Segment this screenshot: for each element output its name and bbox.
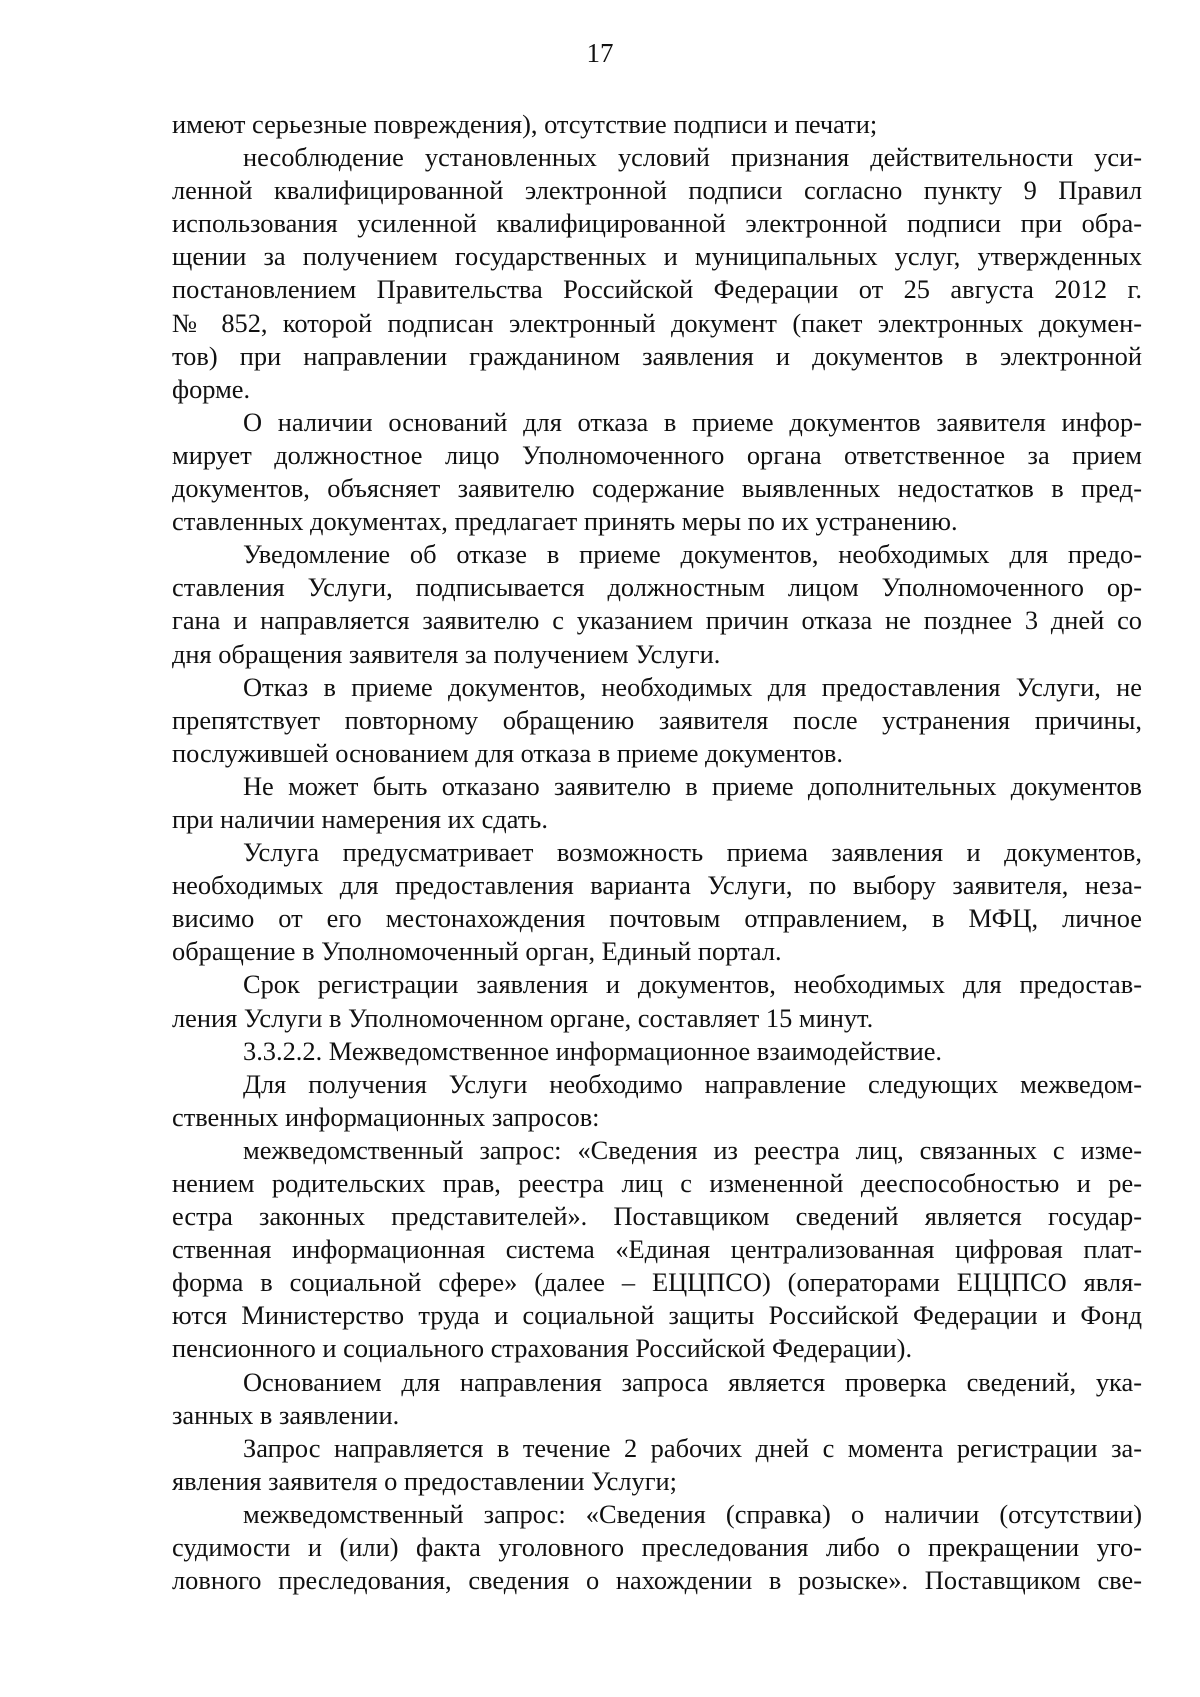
text-line: дня обращения заявителя за получением Услуги. bbox=[172, 638, 721, 669]
text-line: явления заявителя о предоставлении Услуги; bbox=[172, 1465, 678, 1496]
text-line: висимо от его местонахождения почтовым отправлением, в МФЦ, личное bbox=[172, 903, 1142, 934]
text-line: гана и направляется заявителю с указанием причин отказа не позднее 3 дней со bbox=[172, 605, 1142, 636]
text-line: ставления Услуги, подписывается должностным лицом Уполномоченного ор- bbox=[172, 572, 1142, 603]
text-line: судимости и (или) факта уголовного преследования либо о прекращении уго- bbox=[172, 1532, 1142, 1563]
text-line: ления Услуги в Уполномоченном органе, составляет 15 минут. bbox=[172, 1002, 874, 1033]
text-line: использования усиленной квалифицированной электронной подписи при обра- bbox=[172, 208, 1142, 239]
text-line: Для получения Услуги необходимо направление следующих межведом- bbox=[243, 1068, 1142, 1099]
text-line: 3.3.2.2. Межведомственное информационное взаимодействие. bbox=[243, 1035, 943, 1066]
text-line: тов) при направлении гражданином заявления и документов в электронной bbox=[172, 340, 1142, 371]
text-line: Не может быть отказано заявителю в приеме дополнительных документов bbox=[243, 770, 1142, 801]
page-number: 17 bbox=[586, 38, 614, 68]
text-line: форма в социальной сфере» (далее – ЕЦЦПСО) (операторами ЕЦЦПСО явля- bbox=[172, 1267, 1142, 1298]
text-line: Услуга предусматривает возможность приема заявления и документов, bbox=[243, 837, 1142, 868]
text-line: О наличии оснований для отказа в приеме документов заявителя инфор- bbox=[243, 406, 1142, 437]
text-line: № 852, которой подписан электронный документ (пакет электронных докумен- bbox=[172, 307, 1142, 338]
text-line: форме. bbox=[172, 373, 251, 404]
text-line: Уведомление об отказе в приеме документов, необходимых для предо- bbox=[243, 539, 1142, 570]
text-line: послужившей основанием для отказа в приеме документов. bbox=[172, 737, 843, 768]
text-line: межведомственный запрос: «Сведения (справка) о наличии (отсутствии) bbox=[243, 1498, 1142, 1529]
text-line: межведомственный запрос: «Сведения из реестра лиц, связанных с изме- bbox=[243, 1134, 1142, 1165]
text-line: имеют серьезные повреждения), отсутствие подписи и печати; bbox=[172, 109, 878, 139]
text-line: щении за получением государственных и муниципальных услуг, утвержденных bbox=[172, 241, 1142, 272]
text-line: Основанием для направления запроса является проверка сведений, ука- bbox=[243, 1366, 1142, 1397]
text-line: препятствует повторному обращению заявителя после устранения причины, bbox=[172, 704, 1142, 735]
text-line: занных в заявлении. bbox=[172, 1399, 400, 1430]
text-line: пенсионного и социального страхования Российской Федерации). bbox=[172, 1333, 913, 1364]
text-line: естра законных представителей». Поставщиком сведений является государ- bbox=[172, 1201, 1142, 1232]
text-line: мирует должностное лицо Уполномоченного органа ответственное за прием bbox=[172, 439, 1142, 470]
text-line: обращение в Уполномоченный орган, Единый портал. bbox=[172, 936, 782, 967]
text-line: ленной квалифицированной электронной подписи согласно пункту 9 Правил bbox=[172, 175, 1142, 206]
body-text bbox=[172, 108, 1142, 1597]
text-line: несоблюдение установленных условий признания действительности уси- bbox=[243, 142, 1142, 173]
text-line: ставленных документах, предлагает принять меры по их устранению. bbox=[172, 506, 958, 537]
text-line: Срок регистрации заявления и документов, необходимых для предостав- bbox=[243, 969, 1142, 1000]
text-line: документов, объясняет заявителю содержание выявленных недостатков в пред- bbox=[172, 473, 1142, 504]
text-line: ловного преследования, сведения о нахождении в розыске». Поставщиком све- bbox=[172, 1565, 1142, 1596]
text-line: Запрос направляется в течение 2 рабочих дней с момента регистрации за- bbox=[243, 1432, 1142, 1463]
text-line: необходимых для предоставления варианта Услуги, по выбору заявителя, неза- bbox=[172, 870, 1142, 901]
text-line: Отказ в приеме документов, необходимых для предоставления Услуги, не bbox=[243, 671, 1142, 702]
text-line: постановлением Правительства Российской Федерации от 25 августа 2012 г. bbox=[172, 274, 1142, 305]
text-line: ственная информационная система «Единая централизованная цифровая плат- bbox=[172, 1234, 1142, 1265]
text-line: ственных информационных запросов: bbox=[172, 1101, 600, 1132]
text-line: ются Министерство труда и социальной защиты Российской Федерации и Фонд bbox=[172, 1300, 1142, 1331]
text-line: при наличии намерения их сдать. bbox=[172, 803, 548, 834]
text-line: нением родительских прав, реестра лиц с измененной дееспособностью и ре- bbox=[172, 1168, 1142, 1198]
